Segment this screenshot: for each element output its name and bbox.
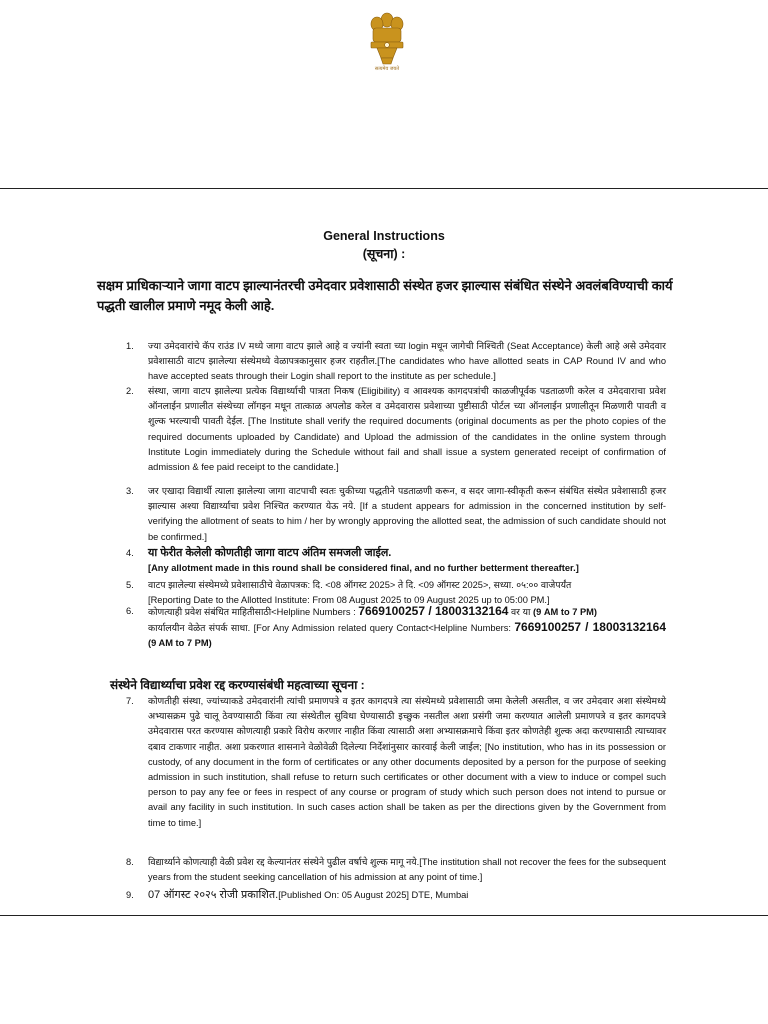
- item-text-english: [Reporting Date to the Allotted Institute: From 08 August 2025 to 09 August 2025 up to 05:00 PM.]: [148, 595, 550, 606]
- top-divider: [0, 188, 768, 189]
- item-text: कार्यालयीन वेळेत संपर्क साधा. [For Any Admission related query Contact<Helpline Numbers:: [148, 623, 512, 634]
- intro-paragraph: सक्षम प्राधिकाऱ्याने जागा वाटप झाल्यानंतरची उमेदवार प्रवेशासाठी संस्थेत हजर झाल्यास संबंधित संस्थेने अवलंबविण्याची कार्य पद्धती खालील प्रमाणे नमूद केली आहे.: [97, 278, 673, 313]
- item-number: 9.: [126, 890, 134, 900]
- item-number: 3.: [126, 486, 134, 496]
- item-text: या फेरीत केलेली कोणतीही जागा वाटप अंतिम समजली जाईल.: [148, 547, 392, 559]
- list-item: [126, 546, 666, 576]
- item-text: वर या: [511, 607, 531, 617]
- item-number: 4.: [126, 548, 134, 558]
- list-item: [126, 484, 666, 545]
- item-number: 8.: [126, 857, 134, 867]
- state-emblem-icon: [363, 6, 411, 66]
- emblem-motto: सत्यमेव जयते: [374, 66, 400, 72]
- item-number: 2.: [126, 386, 134, 396]
- section-heading: संस्थेने विद्यार्थ्याचा प्रवेश रद्द करण्यासंबंधी महत्वाच्या सूचना :: [110, 678, 365, 692]
- item-number: 6.: [126, 606, 134, 616]
- item-text: जर एखादा विद्यार्थी त्याला झालेल्या जागा वाटपाची स्वतः चुकीच्या पद्धतीने पडताळणी करून, व सदर जागा-स्वीकृती करून संबंधित संस्थेत प्रवेशासाठी हजर झाल्यास अश्या विद्यार्थ्याचा प्रवेश निश्चित करण्यात येऊ नये. [If a student appears for admission in the concerned institution by self-verifying the allotment of seats to him / her by wrongly approving the allotted seat, the admission of such candidate should not be confirmed.]: [148, 486, 666, 542]
- helpline-hours: (9 AM to 7 PM): [532, 607, 598, 617]
- list-item: [126, 339, 666, 385]
- publish-date: 07 ऑगस्ट २०२५ रोजी प्रकाशित.: [148, 889, 279, 901]
- item-text-english: [Any allotment made in this round shall be considered final, and no further betterment thereafter.]: [148, 563, 579, 574]
- list-item: [126, 604, 666, 652]
- item-text: कोणतीही संस्था, ज्यांच्याकडे उमेदवारांनी त्यांची प्रमाणपत्रे व इतर कागदपत्रे त्या संस्थेमध्ये प्रवेशासाठी जमा केलेली असतील, व जर उमेदवार अशा संस्थेमध्ये अभ्यासक्रम पुढे चालू ठेवण्यासाठी किंवा त्या संस्थेतील सुविधा घेण्यासाठी इच्छुक नसतील अशा प्रसंगी जमा करण्यात आलेली प्रमाणपत्रे व इतर कागदपत्रे उमेदवारास परत करण्यास कोणत्याही प्रकारे विरोध करणार नाहीत किंवा त्यासाठी अशा अभ्यासक्रमाचे किंवा इतर कोणतेही शुल्क अदा करण्यासाठी त्याच्यावर दबाव टाकणार नाहीत. अशा प्रकरणात शासनाने वेळोवेळी दिलेल्या निर्देशांनुसार कारवाई केली जाईल; [No institution, who has in its possession or custody, of any document in the form of certificates or any other documents deposited by a person for the purpose of seeking admission in such institution, shall refuse to return such certificates or other document with a view to induce or compel such person to pay any fee or fees in respect of any course or program of study which such person does not intend to pursue or avail any facility in such institution. In such cases action shall be taken as per the directions given by the Government from time to time.]: [148, 696, 666, 828]
- item-number: 7.: [126, 696, 134, 706]
- item-text: ज्या उमेदवारांचे कॅप राउंड IV मध्ये जागा वाटप झाले आहे व ज्यांनी स्वता च्या login मधून जागेची निश्चिती (Seat Acceptance) केली आहे असे उमेदवार प्रवेशासाठी वाटप झालेल्या संस्थेमध्ये वेळापत्रकानुसार हजर राहतील.[The candidates who have allotted seats in CAP Round IV and who have accepted seats through their Login shall report to the institute as per schedule.]: [148, 341, 666, 382]
- bottom-divider: [0, 915, 768, 916]
- page-subtitle: (सूचना) :: [362, 247, 406, 261]
- helpline-numbers: 7669100257 / 18003132164: [358, 604, 509, 618]
- page-title: General Instructions: [323, 229, 445, 243]
- item-number: 5.: [126, 580, 134, 590]
- item-text: [Published On: 05 August 2025] DTE, Mumbai: [278, 890, 469, 900]
- list-item: [126, 384, 666, 475]
- item-number: 1.: [126, 341, 134, 351]
- list-item: [126, 888, 666, 903]
- helpline-numbers: 7669100257 / 18003132164: [514, 620, 667, 635]
- helpline-hours: (9 AM to 7 PM): [148, 638, 212, 649]
- item-text: कोणत्याही प्रवेश संबंधित माहितीसाठी<Helpline Numbers :: [148, 607, 356, 617]
- state-emblem: [363, 6, 411, 80]
- item-text: विद्यार्थ्याने कोणत्याही वेळी प्रवेश रद्द केल्यानंतर संस्थेने पुढील वर्षाचे शुल्क मागू नये.[The institution shall not recover the fees for the subsequent years from the student seeking cancellation of his admission at any point of time.]: [148, 857, 666, 883]
- list-item: [126, 694, 666, 831]
- item-text: संस्था, जागा वाटप झालेल्या प्रत्येक विद्यार्थ्याची पात्रता निकष (Eligibility) व आवश्यक कागदपत्रांची काळजीपूर्वक पडताळणी करेल व उमेदवाराचा प्रवेश ऑनलाईन प्रणालीत संस्थेच्या लॉगइन मधून तात्काळ अपलोड करेल व उमेदवारास प्रवेशाच्या पुष्टीसाठी पोर्टल च्या ऑनलाईन प्रणालीतून मिळणारी पावती व शुल्क भरल्याची पावती देईल. [The Institute shall verify the required documents (original documents as per the photo copies of the required documents uploaded by Candidate) and Upload the admission of the candidates in the online system through Institute Login immediately during the Schedule without fail and shall issue a system generated receipt of confirmation of admission & fee paid receipt to the candidate.]: [148, 386, 666, 473]
- list-item: [126, 855, 666, 885]
- item-text: वाटप झालेल्या संस्थेमध्ये प्रवेशासाठीचे वेळापत्रक: दि. <08 ऑगस्ट 2025> ते दि. <09 ऑगस्ट 2025>, सध्या. ०५:०० वाजेपर्यंत: [148, 580, 572, 590]
